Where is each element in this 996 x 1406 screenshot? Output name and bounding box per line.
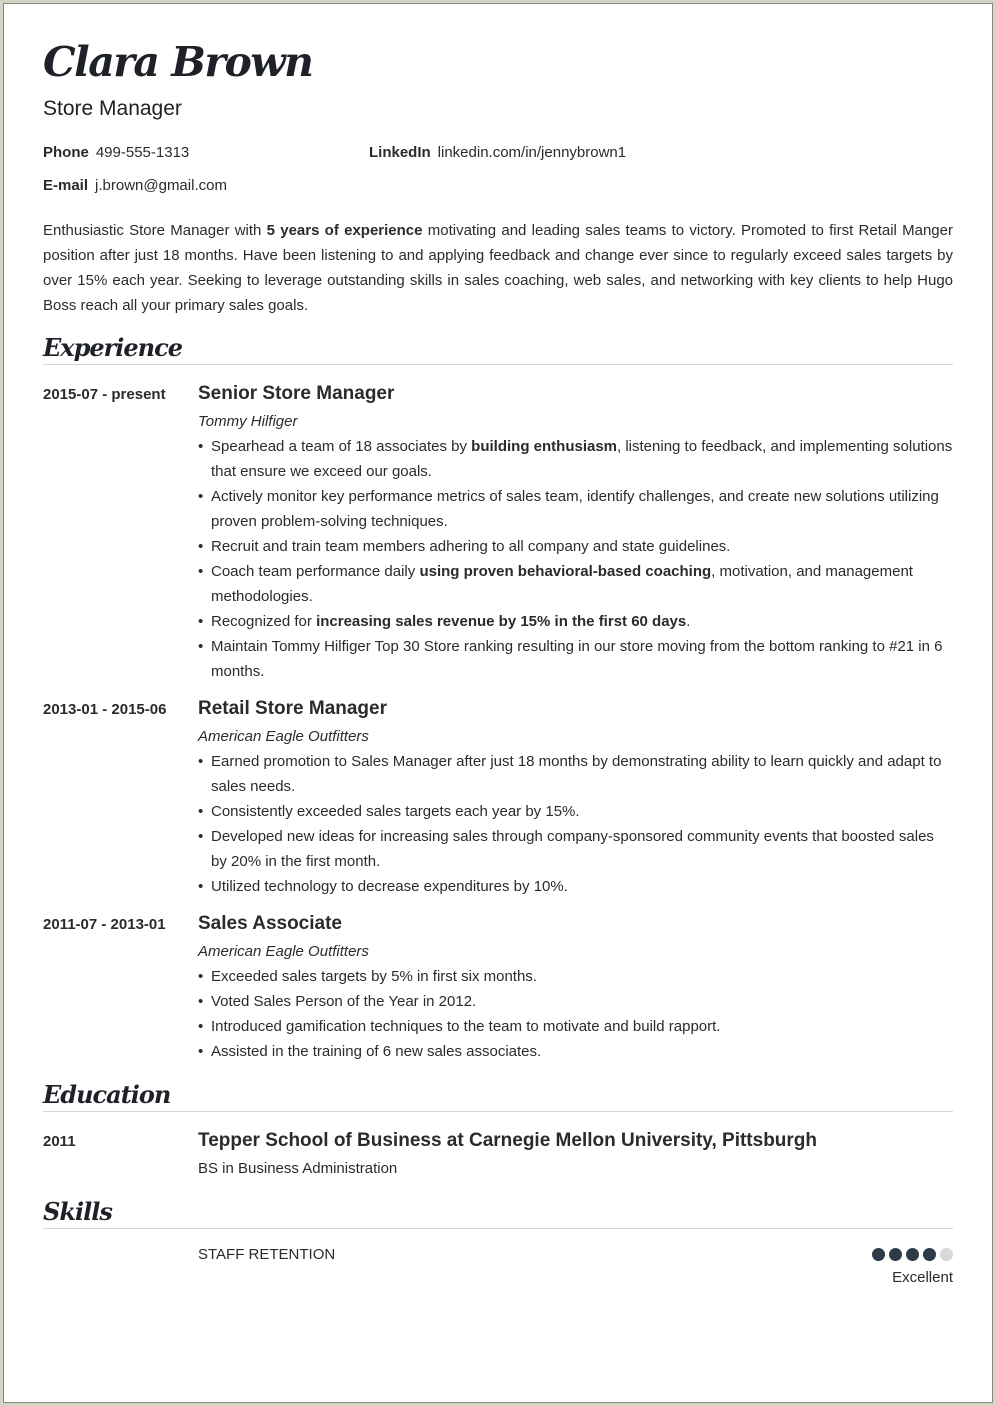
education-school: Tepper School of Business at Carnegie Mellon University, Pittsburgh (198, 1130, 818, 1151)
list-item: • Maintain Tommy Hilfiger Top 30 Store ranking resulting in our store moving from the bottom ranking to #21 in 6 months. (198, 634, 953, 684)
entry-bullets (198, 964, 953, 1064)
phone-label: Phone (43, 144, 89, 161)
job-title: Store Manager (43, 97, 182, 120)
list-item: • Recruit and train team members adhering to all company and state guidelines. (198, 534, 953, 559)
entry-bullets (198, 749, 953, 899)
list-item: • Exceeded sales targets by 5% in first six months. (198, 964, 953, 989)
phone-row (43, 144, 189, 161)
candidate-name: Clara Brown (43, 38, 313, 86)
entry-bullets (198, 434, 953, 684)
phone-value: 499-555-1313 (95, 144, 190, 161)
rating-dot-filled (872, 1248, 885, 1261)
list-item: • Assisted in the training of 6 new sales associates. (198, 1039, 953, 1064)
linkedin-row (369, 144, 626, 161)
skill-level: Excellent (892, 1269, 953, 1286)
entry-company: American Eagle Outfitters (198, 943, 369, 960)
entry-job-title: Senior Store Manager (198, 383, 395, 404)
email-link[interactable]: j.brown@gmail.com (95, 177, 227, 194)
section-heading-experience: Experience (43, 333, 183, 362)
entry-dates: 2013-01 - 2015-06 (43, 701, 167, 718)
list-item: • Earned promotion to Sales Manager after just 18 months by demonstrating ability to learn quickly and adapt to sales needs. (198, 749, 953, 799)
list-item: • Spearhead a team of 18 associates by building enthusiasm, listening to feedback, and implementing solutions that ensure we exceed our goals. (198, 434, 953, 484)
section-divider (43, 1228, 953, 1229)
education-section (43, 1080, 953, 1112)
entry-job-title: Sales Associate (198, 913, 342, 934)
list-item: • Recognized for increasing sales revenue by 15% in the first 60 days. (198, 609, 953, 634)
summary-text: motivating and leading sales teams to victory. Promoted to first Retail Manger position after just 18 months. Have been listening to and applying feedback and change ever since to regularly exceed sales targets by over 15% each year. Seeking to leverage outstanding skills in sales coaching, web sales, and networking with key clients to help Hugo Boss reach all your primary sales goals. (43, 222, 953, 314)
rating-dot-filled (889, 1248, 902, 1261)
summary-highlight: 5 years of experience (266, 222, 423, 239)
rating-dot-filled (906, 1248, 919, 1261)
rating-dot-filled (923, 1248, 936, 1261)
skill-rating (868, 1248, 953, 1266)
list-item: • Coach team performance daily using proven behavioral-based coaching, motivation, and management methodologies. (198, 559, 953, 609)
list-item: • Developed new ideas for increasing sales through company-sponsored community events that boosted sales by 20% in the first month. (198, 824, 953, 874)
education-degree: BS in Business Administration (198, 1160, 398, 1177)
list-item: • Introduced gamification techniques to the team to motivate and build rapport. (198, 1014, 953, 1039)
education-year: 2011 (43, 1133, 76, 1150)
summary-text: Enthusiastic Store Manager with (43, 222, 267, 239)
rating-dot-empty (940, 1248, 953, 1261)
entry-company: Tommy Hilfiger (198, 413, 298, 430)
section-divider (43, 1111, 953, 1112)
list-item: • Consistently exceeded sales targets each year by 15%. (198, 799, 953, 824)
list-item: • Actively monitor key performance metrics of sales team, identify challenges, and create new solutions utilizing proven problem-solving techniques. (198, 484, 953, 534)
section-divider (43, 364, 953, 365)
linkedin-label: LinkedIn (369, 144, 431, 161)
profile-summary (43, 218, 953, 318)
entry-dates: 2015-07 - present (43, 386, 166, 403)
linkedin-link[interactable]: linkedin.com/in/jennybrown1 (437, 144, 627, 161)
email-label: E-mail (43, 177, 89, 194)
list-item: • Utilized technology to decrease expenditures by 10%. (198, 874, 953, 899)
list-item: • Voted Sales Person of the Year in 2012. (198, 989, 953, 1014)
skills-section (43, 1197, 953, 1229)
entry-dates: 2011-07 - 2013-01 (43, 916, 166, 933)
entry-job-title: Retail Store Manager (198, 698, 387, 719)
email-row (43, 177, 227, 194)
section-heading-education: Education (43, 1080, 171, 1109)
section-heading-skills: Skills (43, 1197, 112, 1226)
entry-company: American Eagle Outfitters (198, 728, 369, 745)
experience-section (43, 333, 953, 365)
skill-name: STAFF RETENTION (198, 1246, 336, 1263)
